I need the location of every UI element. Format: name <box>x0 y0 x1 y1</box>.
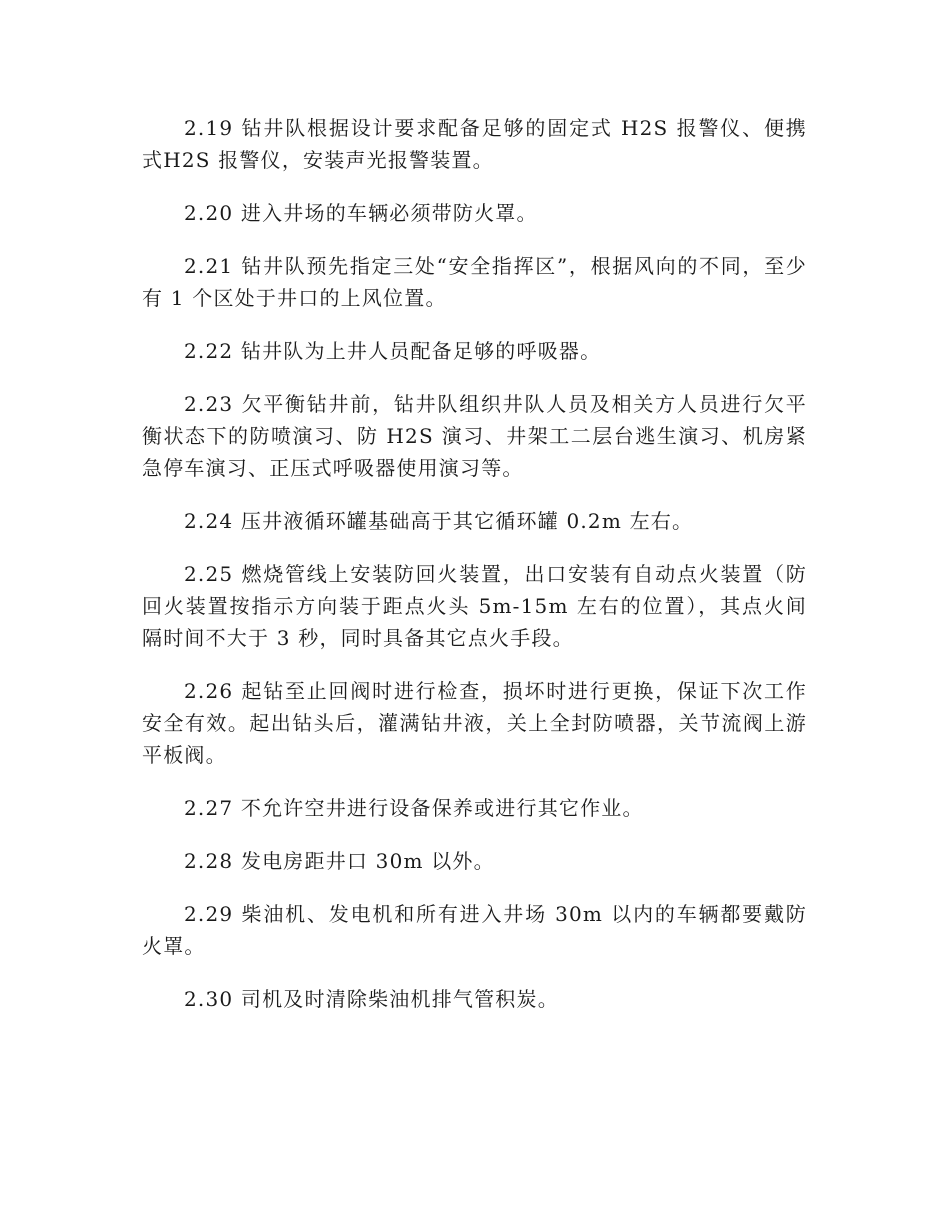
paragraph-2-30: 2.30 司机及时清除柴油机排气管积炭。 <box>184 987 559 1011</box>
paragraph-2-23: 2.23 欠平衡钻井前，钻井队组织井队人员及相关方人员进行欠平衡状态下的防喷演习、防 H2S 演习、井架工二层台逃生演习、机房紧急停车演习、正压式呼吸器使用演习等。 <box>142 392 807 480</box>
paragraph-2-24: 2.24 压井液循环罐基础高于其它循环罐 0.2m 左右。 <box>184 509 694 533</box>
paragraph-2-28: 2.28 发电房距井口 30m 以外。 <box>184 849 495 873</box>
paragraph-2-21: 2.21 钻井队预先指定三处“安全指挥区”，根据风向的不同，至少有 1 个区处于井口的上风位置。 <box>142 254 807 310</box>
paragraph-2-27: 2.27 不允许空井进行设备保养或进行其它作业。 <box>184 796 644 820</box>
paragraph-2-25: 2.25 燃烧管线上安装防回火装置，出口安装有自动点火装置（防回火装置按指示方向装于距点火头 5m-15m 左右的位置），其点火间隔时间不大于 3 秒，同时具备其它点火手段。 <box>142 562 807 650</box>
paragraph-2-29: 2.29 柴油机、发电机和所有进入井场 30m 以内的车辆都要戴防火罩。 <box>142 902 807 958</box>
paragraph-2-19: 2.19 钻井队根据设计要求配备足够的固定式 H2S 报警仪、便携式H2S 报警仪，安装声光报警装置。 <box>142 116 807 172</box>
paragraph-2-22: 2.22 钻井队为上井人员配备足够的呼吸器。 <box>184 339 602 363</box>
paragraph-2-20: 2.20 进入井场的车辆必须带防火罩。 <box>184 201 538 225</box>
document-page <box>142 112 807 1036</box>
paragraph-2-26: 2.26 起钻至止回阀时进行检查，损坏时进行更换，保证下次工作安全有效。起出钻头后，灌满钻井液，关上全封防喷器，关节流阀上游平板阀。 <box>142 679 807 767</box>
